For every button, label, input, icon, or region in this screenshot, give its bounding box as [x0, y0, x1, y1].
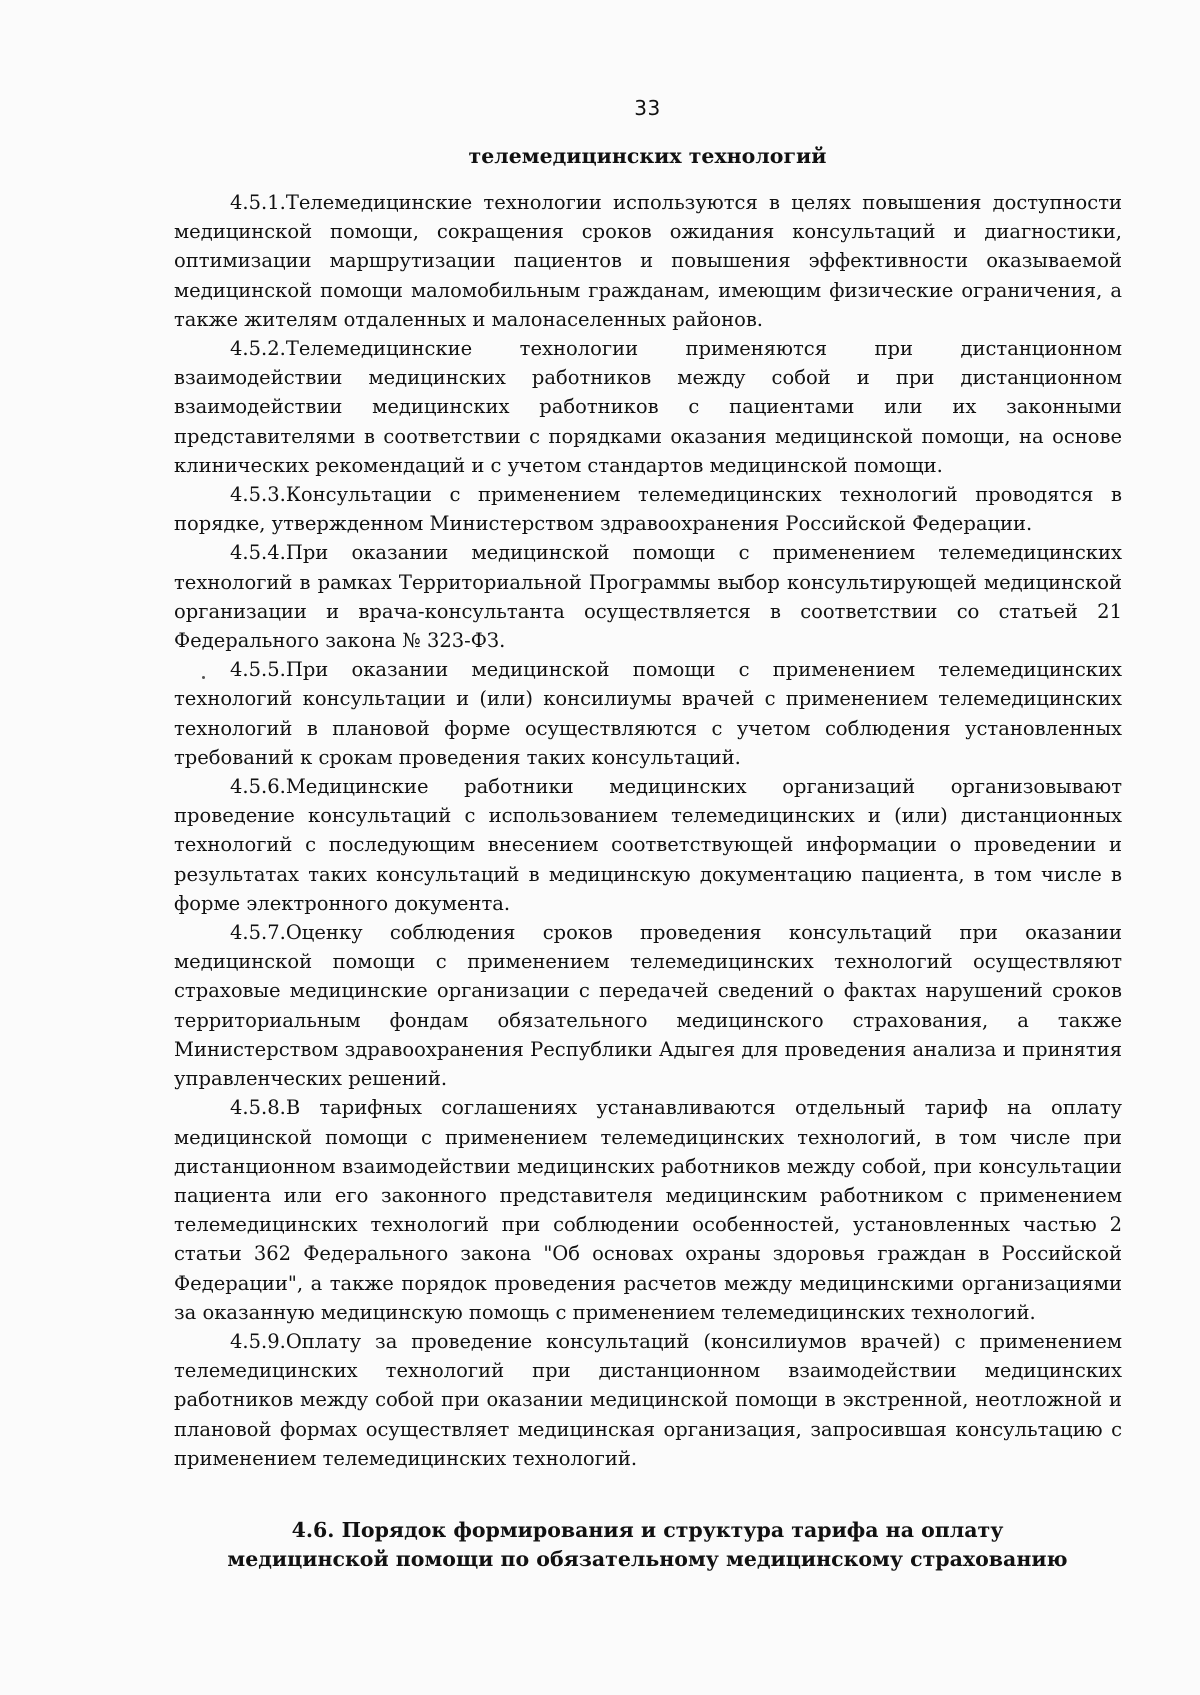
paragraph-4-5-1: 4.5.1.Телемедицинские технологии используются в целях повышения доступности медицинской помощи, сокращения сроков ожидания консультаций и диагностики, оптимизации маршрутизации пациентов и повышения эффективности оказываемой медицинской помощи маломобильным гражданам, имеющим физические ограничения, а также жителям отдаленных и малонаселенных районов.	[174, 191, 1122, 331]
paragraph-4-5-5: 4.5.5.При оказании медицинской помощи с применением телемедицинских технологий консультации и (или) консилиумы врачей с применением телемедицинских технологий в плановой форме осуществляются с учетом соблюдения установленных требований к срокам проведения таких консультаций.	[174, 658, 1122, 769]
page-number: 33	[634, 96, 661, 120]
paragraph-4-5-8: 4.5.8.В тарифных соглашениях устанавливаются отдельный тариф на оплату медицинской помощи с применением телемедицинских технологий, в том числе при дистанционном взаимодействии медицинских работников между собой, при консультации пациента или его законного представителя медицинским работником с применением телемедицинских технологий при соблюдении особенностей, установленных частью 2 статьи 362 Федерального закона "Об основах охраны здоровья граждан в Российской Федерации", а также порядок проведения расчетов между медицинскими организациями за оказанную медицинскую помощь с применением телемедицинских технологий.	[174, 1096, 1122, 1324]
paragraph-4-5-3: 4.5.3.Консультации с применением телемедицинских технологий проводятся в порядке, утвержденном Министерством здравоохранения Российской Федерации.	[174, 483, 1122, 536]
section-title-line-2: медицинской помощи по обязательному медицинскому страхованию	[227, 1547, 1068, 1571]
paragraph-4-5-6: 4.5.6.Медицинские работники медицинских организаций организовывают проведение консультаций с использованием телемедицинских и (или) дистанционных технологий с последующим внесением соответствующей информации о проведении и результатах таких консультаций в медицинскую документацию пациента, в том числе в форме электронного документа.	[174, 775, 1122, 915]
paragraph-4-5-9: 4.5.9.Оплату за проведение консультаций (консилиумов врачей) с применением телемедицинских технологий при дистанционном взаимодействии медицинских работников между собой при оказании медицинской помощи в экстренной, неотложной и плановой формах осуществляет медицинская организация, запросившая консультацию с применением телемедицинских технологий.	[174, 1329, 1122, 1470]
body-text	[174, 188, 1122, 1473]
scan-dot-mark	[202, 676, 205, 679]
section-title	[0, 1516, 1200, 1574]
paragraph-4-5-7: 4.5.7.Оценку соблюдения сроков проведения консультаций при оказании медицинской помощи с применением телемедицинских технологий осуществляют страховые медицинские организации с передачей сведений о фактах нарушений сроков территориальным фондам обязательного медицинского страхования, а также Министерством здравоохранения Республики Адыгея для проведения анализа и принятия управленческих решений.	[174, 921, 1122, 1091]
section-title-line-1: 4.6. Порядок формирования и структура тарифа на оплату	[291, 1518, 1004, 1542]
paragraph-4-5-4: 4.5.4.При оказании медицинской помощи с применением телемедицинских технологий в рамках Территориальной Программы выбор консультирующей медицинской организации и врача-консультанта осуществляется в соответствии со статьей 21 Федерального закона № 323-ФЗ.	[174, 541, 1122, 653]
paragraph-4-5-2: 4.5.2.Телемедицинские технологии применяются при дистанционном взаимодействии медицинских работников между собой и при дистанционном взаимодействии медицинских работников с пациентами или их законными представителями в соответствии с порядками оказания медицинской помощи, на основе клинических рекомендаций и с учетом стандартов медицинской помощи.	[174, 337, 1122, 477]
section-heading-continuation: телемедицинских технологий	[468, 144, 827, 168]
